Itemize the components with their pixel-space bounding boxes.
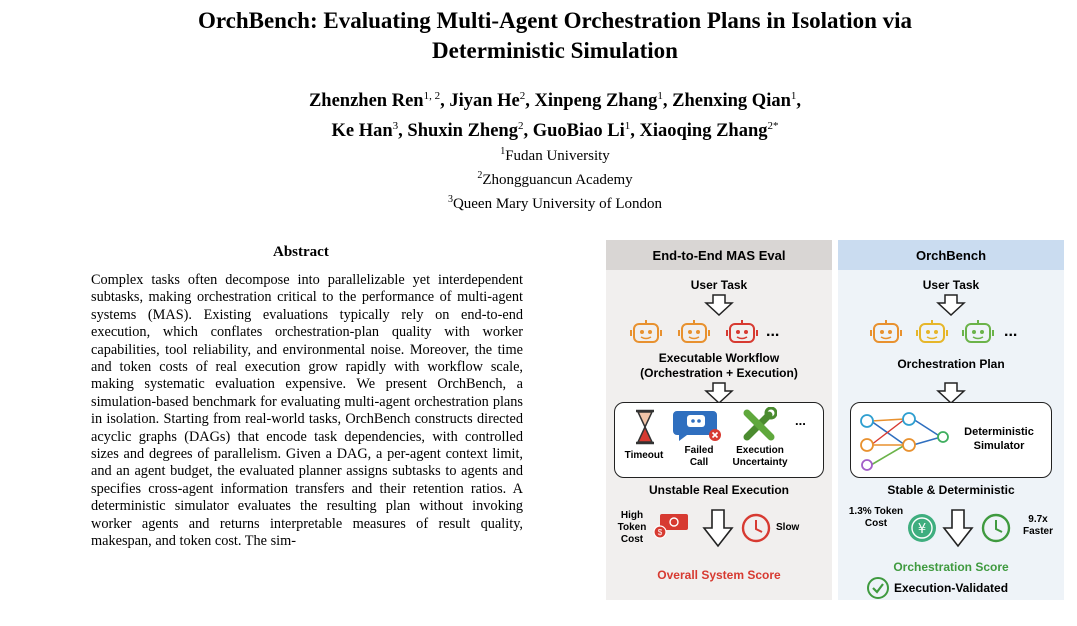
speedup-label xyxy=(1020,514,1056,538)
affiliation-list xyxy=(60,142,1050,214)
high-cost-line-2: Token xyxy=(617,522,647,533)
author-name: Zhenzhen Ren xyxy=(308,91,424,112)
affiliation-name: Zhongguancun Academy xyxy=(482,172,633,188)
orchbench-panel xyxy=(838,240,1064,600)
author-sup: 2 xyxy=(517,120,524,133)
yuan-coin-icon xyxy=(906,512,938,544)
author-name: Xiaoqing Zhang xyxy=(639,121,768,142)
affiliation-sup: 2 xyxy=(477,170,483,181)
title-line-2: Deterministic Simulation xyxy=(432,38,678,63)
stable-label: Stable & Deterministic xyxy=(887,483,1015,497)
down-arrow-icon xyxy=(702,508,734,548)
robot-icon xyxy=(868,318,904,348)
svg-text:$: $ xyxy=(657,528,663,537)
token-cost-line-1: 1.3% Token xyxy=(848,506,904,517)
simulator-line-2: Simulator xyxy=(973,440,1025,452)
abstract-body: Complex tasks often decompose into parallelizable yet interdependent subtasks, making orchestration critical to the performance of multi-agent systems (MAS). Existing evaluations typically rely on end-to-end execution, which conflates orchestration-plan quality with worker capabilities, tool reliability, and environmental noise. Moreover, the time and token costs of real execution grow rapidly with workflow scale, making systematic evaluation expensive. We present OrchBench, a simulation-based benchmark for evaluating multi-agent orchestration plans in isolation. Starting from real-world tasks, OrchBench constructs directed acyclic graphs (DAGs) that encode task dependencies, with controlled sizes and degrees of parallelism. Given a DAG, a per-agent context limit, and an agent budget, the evaluated planner assigns subtasks to agents and specifies cross-agent information transfers and their retention ratios. A deterministic simulator evaluates the resulting plan without invoking worker agents and returns interpretable measures of result quality, makespan, and token cost. The sim- xyxy=(91,272,523,550)
author-sup: 1, 2 xyxy=(423,90,441,102)
author-sup: 1 xyxy=(790,90,797,102)
workflow-line-1: Executable Workflow xyxy=(658,351,780,365)
simulator-line-1: Deterministic xyxy=(964,426,1034,438)
dag-graph-icon xyxy=(857,409,949,471)
robot-icon xyxy=(724,318,760,348)
down-arrow-icon xyxy=(704,294,734,316)
orchestration-plan-label: Orchestration Plan xyxy=(897,357,1005,371)
token-cost-label xyxy=(846,506,906,530)
unstable-execution-label: Unstable Real Execution xyxy=(648,483,790,497)
clock-icon xyxy=(980,512,1012,544)
check-circle-icon xyxy=(866,576,890,600)
user-task-label: User Task xyxy=(922,278,980,292)
execution-failures-box xyxy=(614,402,824,478)
robot-icon xyxy=(628,318,664,348)
failed-call-icon xyxy=(673,405,723,443)
speedup-line-2: Faster xyxy=(1022,526,1053,537)
author-name: GuoBiao Li xyxy=(532,121,625,142)
more-agents-ellipsis: ... xyxy=(1004,323,1018,340)
end-to-end-panel xyxy=(606,240,832,600)
down-arrow-icon xyxy=(704,382,734,404)
uncertainty-label xyxy=(727,445,793,469)
affiliation-sup: 1 xyxy=(500,146,506,157)
overall-score-label: Overall System Score xyxy=(657,568,781,582)
down-arrow-icon xyxy=(942,508,974,548)
speedup-line-1: 9.7x xyxy=(1028,514,1048,525)
author-list: Zhenzhen Ren$^{1, 2}$, Jiyan He$^2$, Xinpeng Zhang$^1$, Zhenxing Qian$^1$, Ke Han$^3$, Shuxin Zheng$^2$, GuoBiao Li$^1$, Xiaoqing Zhang$^{2*}$ xyxy=(308,90,802,142)
uncertainty-line-1: Execution xyxy=(736,445,784,456)
author-name: Zhenxing Qian xyxy=(672,91,791,112)
robot-icon xyxy=(676,318,712,348)
failed-call-line-1: Failed xyxy=(684,445,714,456)
more-agents-ellipsis: ... xyxy=(766,323,780,340)
author-sup: 2 xyxy=(519,90,526,102)
simulator-box xyxy=(850,402,1052,478)
svg-text:¥: ¥ xyxy=(917,522,927,537)
author-sup: 2* xyxy=(767,120,779,133)
slow-label: Slow xyxy=(776,522,800,533)
clock-icon xyxy=(740,512,772,544)
orchestration-score-label: Orchestration Score xyxy=(893,560,1009,574)
panel-header: End-to-End MAS Eval xyxy=(606,240,832,270)
hourglass-icon xyxy=(633,409,657,445)
token-cost-line-2: Cost xyxy=(864,518,888,529)
author-name: Ke Han xyxy=(331,121,393,142)
robot-icon xyxy=(960,318,996,348)
affiliation-sup: 3 xyxy=(447,194,453,205)
money-icon xyxy=(650,510,692,544)
user-task-label: User Task xyxy=(690,278,748,292)
high-cost-label xyxy=(614,510,650,546)
box-ellipsis: ... xyxy=(795,413,806,428)
simulator-label xyxy=(949,425,1049,453)
author-sup: 1 xyxy=(624,120,631,133)
timeout-label: Timeout xyxy=(624,450,664,461)
failed-call-line-2: Call xyxy=(689,457,709,468)
title-line-1: OrchBench: Evaluating Multi-Agent Orchestration Plans in Isolation via xyxy=(197,8,913,33)
wrench-icon xyxy=(741,407,777,443)
panel-header: OrchBench xyxy=(838,240,1064,270)
author-sup: 1 xyxy=(657,90,663,102)
execution-validated-label: Execution-Validated xyxy=(894,581,1009,595)
author-name: Jiyan He xyxy=(449,91,520,112)
high-cost-line-1: High xyxy=(620,510,644,521)
failed-call-label xyxy=(679,445,719,469)
affiliation-name: Queen Mary University of London xyxy=(452,196,663,212)
robot-icon xyxy=(914,318,950,348)
high-cost-line-3: Cost xyxy=(620,534,644,545)
affiliation-name: Fudan University xyxy=(505,148,610,164)
paper-title xyxy=(60,6,1050,66)
author-name: Shuxin Zheng xyxy=(407,121,518,142)
author-name: Xinpeng Zhang xyxy=(534,91,658,112)
down-arrow-icon xyxy=(936,382,966,404)
workflow-label xyxy=(606,351,832,381)
down-arrow-icon xyxy=(936,294,966,316)
abstract-heading: Abstract xyxy=(273,244,329,260)
uncertainty-line-2: Uncertainty xyxy=(732,457,788,468)
author-sup: 3 xyxy=(392,120,399,133)
workflow-line-2: (Orchestration + Execution) xyxy=(640,366,798,380)
